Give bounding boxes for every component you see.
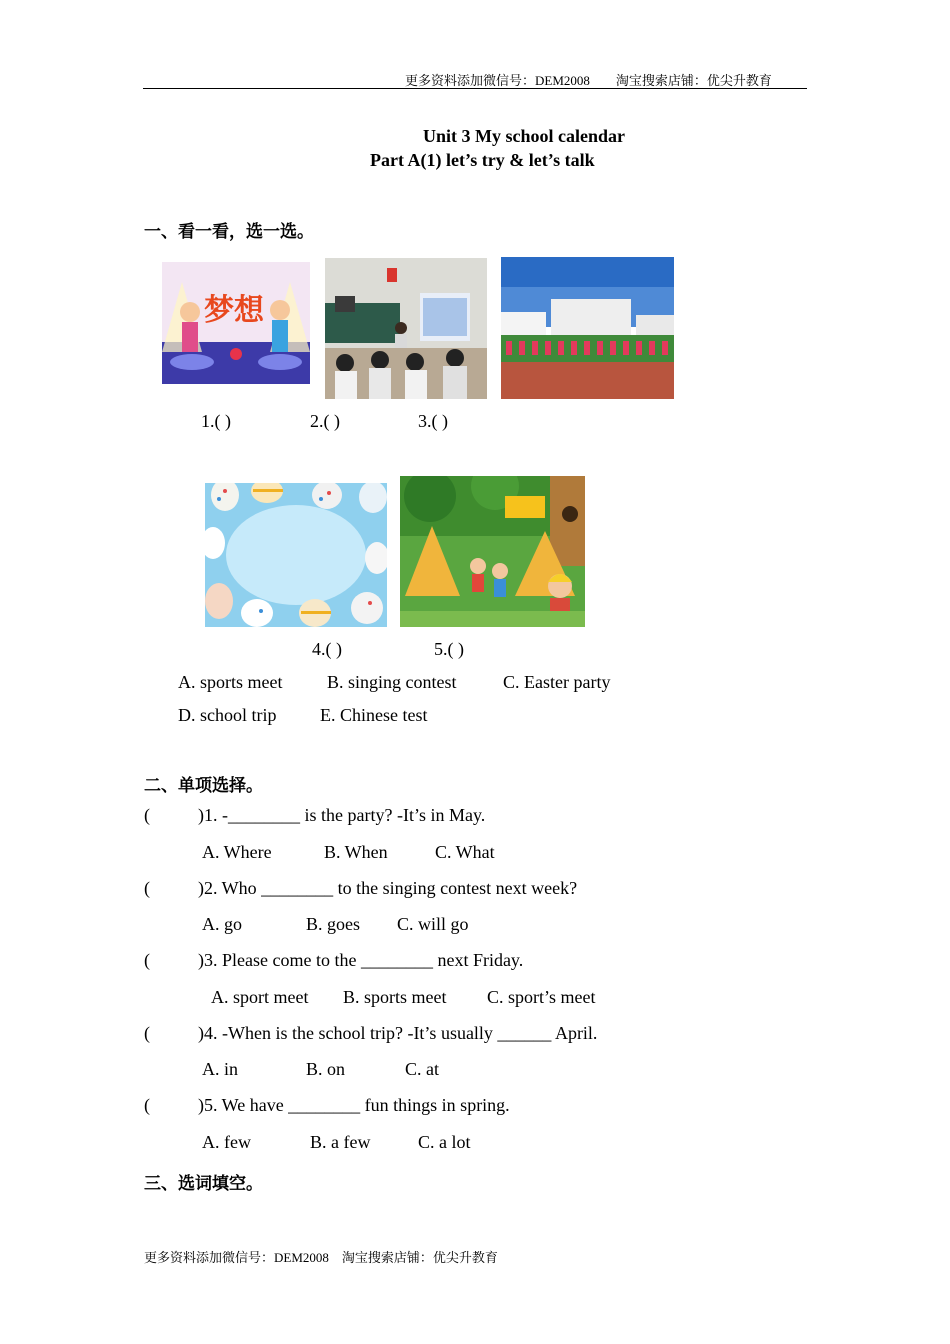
question-1-option-c: C. What [435,842,495,862]
answer-paren[interactable]: ( [144,878,150,898]
picture-3-answer[interactable]: 3.( ) [418,411,448,431]
picture-4-answer[interactable]: 4.( ) [312,639,342,659]
svg-text:梦想: 梦想 [204,293,264,328]
question-4-option-c: C. at [405,1059,439,1079]
question-3-option-c: C. sport’s meet [487,987,596,1007]
picture-5-answer[interactable]: 5.( ) [434,639,464,659]
option-a: A. sports meet [178,672,283,692]
question-1: )1. -________ is the party? -It’s in May. [198,805,486,825]
sports-meet-picture [501,257,674,399]
section1-heading: 一、看一看，选一选。 [144,222,314,242]
page-header: 更多资料添加微信号：DEM2008 淘宝搜索店铺：优尖升教育 [405,73,772,88]
option-b: B. singing contest [327,672,457,692]
question-1-option-a: A. Where [202,842,272,862]
question-5-option-b: B. a few [310,1132,371,1152]
question-2-option-b: B. goes [306,914,360,934]
question-5: )5. We have ________ fun things in spring. [198,1095,510,1115]
question-2-option-a: A. go [202,914,242,934]
unit-title: Unit 3 My school calendar [423,126,625,146]
answer-paren[interactable]: ( [144,1095,150,1115]
section2-heading: 二、单项选择。 [144,776,263,796]
question-2: )2. Who ________ to the singing contest next week? [198,878,578,898]
answer-paren[interactable]: ( [144,1023,150,1043]
header-rule [143,88,807,89]
option-c: C. Easter party [503,672,611,692]
answer-paren[interactable]: ( [144,805,150,825]
question-4-option-a: A. in [202,1059,238,1079]
option-d: D. school trip [178,705,277,725]
option-e: E. Chinese test [320,705,428,725]
lesson-subtitle: Part A(1) let’s try & let’s talk [370,150,595,170]
chinese-test-classroom-picture [325,258,487,399]
question-5-option-c: C. a lot [418,1132,471,1152]
picture-2-answer[interactable]: 2.( ) [310,411,340,431]
question-3-option-b: B. sports meet [343,987,447,1007]
question-4: )4. -When is the school trip? -It’s usually ______ April. [198,1023,598,1043]
question-5-option-a: A. few [202,1132,251,1152]
answer-paren[interactable]: ( [144,950,150,970]
singing-contest-picture [162,262,310,399]
question-1-option-b: B. When [324,842,388,862]
question-2-option-c: C. will go [397,914,469,934]
picture-1-answer[interactable]: 1.( ) [201,411,231,431]
school-trip-camping-picture [400,476,585,627]
section3-heading: 三、选词填空。 [144,1174,263,1194]
question-3-option-a: A. sport meet [211,987,309,1007]
question-4-option-b: B. on [306,1059,346,1079]
question-3: )3. Please come to the ________ next Friday. [198,950,524,970]
easter-eggs-picture [205,483,387,627]
page-footer: 更多资料添加微信号：DEM2008 淘宝搜索店铺：优尖升教育 [144,1250,498,1265]
